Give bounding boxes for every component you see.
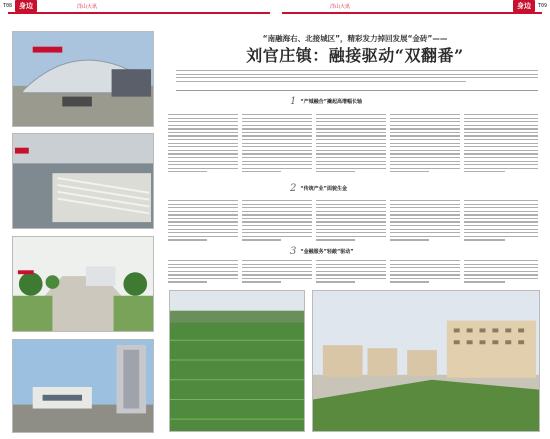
text-line	[390, 135, 460, 136]
text-line	[242, 114, 312, 115]
text-line	[316, 221, 386, 222]
text-line	[168, 143, 238, 144]
right-header-rule	[282, 12, 542, 14]
text-line	[390, 267, 460, 268]
text-line	[242, 260, 312, 261]
text-line	[464, 121, 538, 122]
right-page-number: T09	[537, 3, 547, 9]
text-line	[390, 143, 460, 144]
text-line	[464, 214, 538, 215]
text-line	[316, 143, 386, 144]
text-line	[168, 225, 238, 226]
body-column	[242, 200, 312, 244]
text-line	[316, 204, 386, 205]
text-line	[316, 132, 386, 133]
article-kicker: “南融海右、北接城区”，精彩发力掉回发展“金砖”——	[262, 34, 448, 43]
text-line	[390, 221, 460, 222]
text-line	[242, 281, 281, 282]
text-line	[464, 168, 538, 169]
text-line	[464, 153, 538, 154]
text-line	[316, 267, 386, 268]
text-line	[390, 232, 460, 233]
body-column	[168, 114, 238, 184]
text-line	[168, 168, 238, 169]
photo-warehouse-pipes	[12, 133, 154, 229]
text-line	[316, 214, 386, 215]
text-line	[168, 229, 238, 230]
text-line	[464, 132, 538, 133]
text-line	[464, 264, 538, 265]
text-line	[168, 274, 238, 275]
text-line	[168, 161, 238, 162]
text-line	[242, 239, 281, 240]
text-line	[316, 278, 386, 279]
text-line	[168, 146, 238, 147]
text-line	[168, 239, 207, 240]
text-line	[464, 278, 538, 279]
text-line	[242, 146, 312, 147]
text-line	[316, 164, 386, 165]
text-line	[242, 218, 312, 219]
text-line	[242, 207, 312, 208]
text-line	[316, 161, 386, 162]
text-line	[464, 135, 538, 136]
text-line	[464, 236, 538, 237]
body-column	[316, 200, 386, 244]
text-line	[390, 211, 460, 212]
text-line	[168, 128, 238, 129]
section-number-1: 1	[290, 96, 297, 107]
text-line	[242, 229, 312, 230]
text-line	[316, 128, 386, 129]
text-line	[242, 214, 312, 215]
text-line	[464, 114, 538, 115]
text-line	[242, 200, 312, 201]
text-line	[316, 218, 386, 219]
text-line	[168, 271, 238, 272]
text-line	[168, 150, 238, 151]
text-line	[316, 139, 386, 140]
left-section-tag: 身边	[15, 0, 37, 12]
article-headline: 刘官庄镇：融接驱动“双翻番”	[246, 46, 464, 65]
text-line	[242, 271, 312, 272]
text-line	[390, 150, 460, 151]
text-line	[316, 121, 386, 122]
lead-divider	[176, 90, 538, 91]
text-line	[316, 157, 386, 158]
body-column	[168, 200, 238, 244]
text-line	[168, 164, 238, 165]
text-line	[464, 150, 538, 151]
text-line	[316, 146, 386, 147]
text-line	[464, 271, 538, 272]
text-line	[242, 221, 312, 222]
text-line	[168, 135, 238, 136]
text-line	[168, 204, 238, 205]
text-line	[390, 139, 460, 140]
body-column	[168, 260, 238, 288]
text-line	[168, 232, 238, 233]
text-line	[242, 225, 312, 226]
text-line	[390, 218, 460, 219]
text-line	[242, 267, 312, 268]
text-line	[168, 125, 238, 126]
text-line	[168, 118, 238, 119]
text-line	[242, 171, 281, 172]
text-line	[168, 236, 238, 237]
text-line	[464, 204, 538, 205]
text-line	[464, 118, 538, 119]
text-line	[168, 211, 238, 212]
text-line	[168, 267, 238, 268]
body-column	[316, 114, 386, 184]
text-line	[242, 128, 312, 129]
text-line	[242, 139, 312, 140]
text-line	[242, 264, 312, 265]
text-line	[390, 132, 460, 133]
left-header-rule	[8, 12, 270, 14]
text-line	[464, 281, 505, 282]
text-line	[464, 157, 538, 158]
right-brand: 洋山大讯	[330, 3, 351, 10]
left-page-header	[0, 0, 270, 12]
text-line	[464, 274, 538, 275]
text-line	[316, 114, 386, 115]
text-line	[168, 132, 238, 133]
body-column	[242, 260, 312, 288]
text-line	[390, 125, 460, 126]
text-line	[390, 164, 460, 165]
right-page-header	[280, 0, 550, 12]
text-line	[464, 161, 538, 162]
text-line	[316, 118, 386, 119]
text-line	[168, 260, 238, 261]
text-line	[316, 211, 386, 212]
text-line	[464, 239, 505, 240]
right-section-tag: 身边	[513, 0, 535, 12]
text-line	[316, 200, 386, 201]
text-line	[316, 125, 386, 126]
text-line	[242, 278, 312, 279]
text-line	[464, 229, 538, 230]
text-line	[464, 125, 538, 126]
text-line	[242, 168, 312, 169]
text-line	[316, 239, 355, 240]
text-line	[168, 157, 238, 158]
text-line	[464, 221, 538, 222]
text-line	[390, 157, 460, 158]
text-line	[390, 171, 429, 172]
text-line	[316, 150, 386, 151]
text-line	[464, 267, 538, 268]
text-line	[390, 225, 460, 226]
section-heading-3: “金融服务”轻敲“驱动”	[300, 249, 354, 255]
text-line	[168, 171, 207, 172]
section-heading-1: “产城融合”撬起高增幅长轴	[300, 99, 362, 105]
text-line	[168, 114, 238, 115]
text-line	[242, 157, 312, 158]
body-column	[464, 200, 538, 244]
text-line	[464, 143, 538, 144]
text-line	[390, 121, 460, 122]
text-line	[390, 264, 460, 265]
text-line	[316, 171, 355, 172]
body-column	[390, 200, 460, 244]
section-number-3: 3	[290, 246, 297, 257]
text-line	[242, 274, 312, 275]
section-heading-2: “传统产业”面貌生金	[300, 186, 347, 192]
text-line	[168, 281, 207, 282]
text-line	[242, 236, 312, 237]
text-line	[316, 232, 386, 233]
text-line	[464, 225, 538, 226]
text-line	[168, 218, 238, 219]
text-line	[464, 164, 538, 165]
article-lead	[176, 70, 538, 84]
text-line	[390, 146, 460, 147]
text-line	[242, 150, 312, 151]
text-line	[390, 229, 460, 230]
text-line	[464, 260, 538, 261]
section-title-1	[290, 96, 362, 107]
body-column	[464, 114, 538, 184]
text-line	[390, 281, 429, 282]
text-line	[242, 164, 312, 165]
text-line	[464, 200, 538, 201]
text-line	[390, 118, 460, 119]
text-line	[390, 161, 460, 162]
text-line	[316, 229, 386, 230]
text-line	[316, 225, 386, 226]
text-line	[242, 211, 312, 212]
body-column	[390, 114, 460, 184]
photo-crop-field	[169, 290, 305, 432]
text-line	[464, 128, 538, 129]
text-line	[390, 114, 460, 115]
text-line	[316, 281, 355, 282]
text-line	[464, 207, 538, 208]
text-line	[390, 271, 460, 272]
text-line	[464, 211, 538, 212]
text-line	[242, 125, 312, 126]
text-line	[464, 218, 538, 219]
text-line	[316, 135, 386, 136]
text-line	[168, 221, 238, 222]
text-line	[242, 121, 312, 122]
text-line	[316, 271, 386, 272]
section-title-3	[290, 246, 354, 257]
text-line	[464, 146, 538, 147]
text-line	[316, 153, 386, 154]
photo-residential-buildings	[312, 290, 540, 432]
text-line	[390, 153, 460, 154]
text-line	[242, 232, 312, 233]
text-line	[168, 200, 238, 201]
text-line	[168, 278, 238, 279]
body-column	[390, 260, 460, 288]
text-line	[242, 161, 312, 162]
text-line	[390, 278, 460, 279]
text-line	[390, 128, 460, 129]
photo-factory-gate	[12, 339, 154, 433]
text-line	[316, 260, 386, 261]
text-line	[316, 274, 386, 275]
text-line	[316, 168, 386, 169]
text-line	[316, 207, 386, 208]
text-line	[390, 274, 460, 275]
text-line	[464, 171, 505, 172]
text-line	[168, 207, 238, 208]
text-line	[390, 204, 460, 205]
text-line	[464, 139, 538, 140]
body-column	[316, 260, 386, 288]
text-line	[390, 260, 460, 261]
body-column	[464, 260, 538, 288]
text-line	[316, 236, 386, 237]
text-line	[242, 153, 312, 154]
text-line	[242, 132, 312, 133]
text-line	[242, 204, 312, 205]
text-line	[242, 143, 312, 144]
section-number-2: 2	[290, 183, 297, 194]
text-line	[168, 264, 238, 265]
text-line	[464, 232, 538, 233]
text-line	[168, 139, 238, 140]
left-brand: 洋山大讯	[77, 3, 98, 10]
text-line	[390, 236, 460, 237]
text-line	[242, 135, 312, 136]
body-column	[242, 114, 312, 184]
text-line	[168, 121, 238, 122]
photo-tree-lined-road	[12, 236, 154, 332]
text-line	[390, 168, 460, 169]
photo-gate-canopy	[12, 31, 154, 127]
section-title-2	[290, 183, 347, 194]
text-line	[390, 207, 460, 208]
text-line	[390, 214, 460, 215]
text-line	[168, 214, 238, 215]
text-line	[390, 239, 429, 240]
left-page-number: T08	[3, 3, 13, 9]
text-line	[316, 264, 386, 265]
text-line	[168, 153, 238, 154]
text-line	[390, 200, 460, 201]
text-line	[242, 118, 312, 119]
